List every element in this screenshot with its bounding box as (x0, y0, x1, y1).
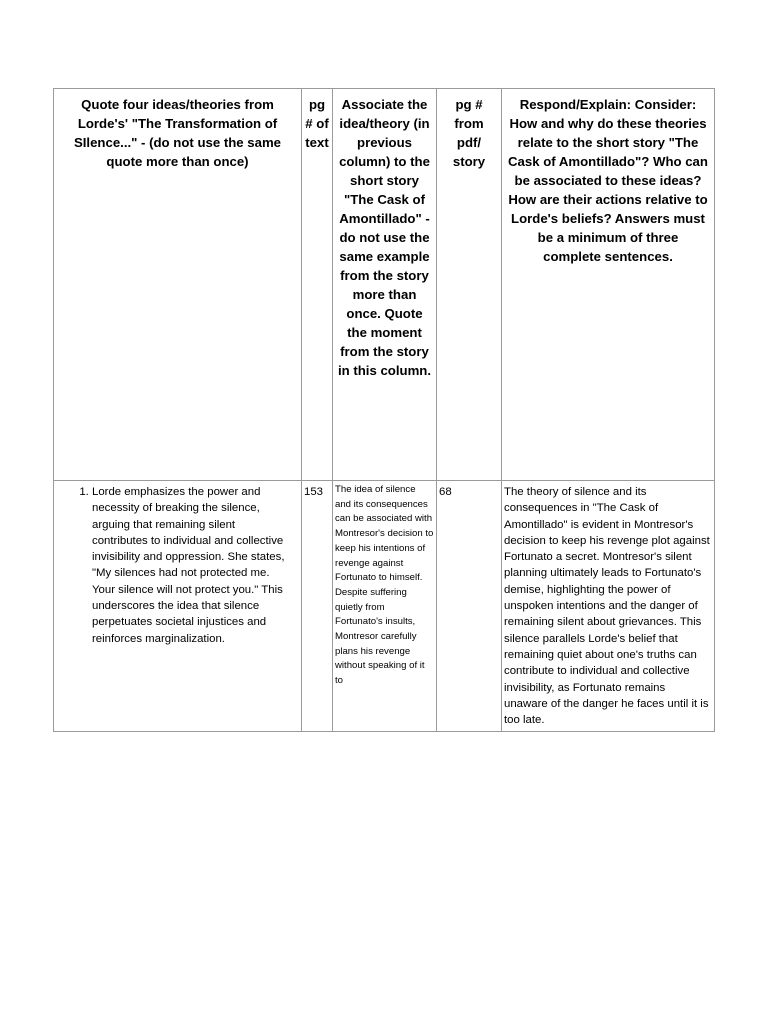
header-association-label: Associate the idea/theory (in previous column) to the short story "The Cask of Amontillado" - do not use the same example from the story more than once. Quote the moment from the story in this column. (337, 97, 432, 378)
header-story-page (437, 89, 502, 481)
response-cell (502, 481, 715, 732)
quote-cell (54, 481, 302, 732)
header-story-page-label: pg # from pdf/ story (452, 97, 486, 169)
association-text: The idea of silence and its consequences can be associated with Montresor's decision to keep his intentions of revenge against Fortunato to himself. Despite suffering quietly from Fortunato's insults, Montresor carefully plans his revenge without speaking of it to (335, 484, 434, 687)
story-page-cell (437, 481, 502, 732)
header-text-page-label: pg # of text (305, 97, 329, 150)
header-response-label: Respond/Explain: Consider: How and why do these theories relate to the short story "The Cask of Amontillado"? Who can be associated to these ideas? How are their actions relative to Lorde's beliefs? Answers must be a minimum of three complete sentences. (508, 97, 708, 264)
header-association (333, 89, 437, 481)
header-response (502, 89, 715, 481)
header-quote (54, 89, 302, 481)
assignment-table (53, 88, 715, 732)
header-row (54, 89, 715, 481)
association-cell (333, 481, 437, 732)
story-page-value: 68 (439, 486, 452, 498)
response-text: The theory of silence and its consequences in "The Cask of Amontillado" is evident in Montresor's decision to keep his revenge plot against Fortunato a secret. Montresor's silent planning ultimately leads to Fortunato's demise, highlighting the power of unspoken intentions and the danger of remaining silent about grievances. This silence parallels Lorde's belief that remaining quiet about one's truths can contribute to individual and collective invisibility, as Fortunato remains unaware of the danger he faces until it is too late. (504, 486, 710, 727)
text-page-value: 153 (304, 486, 324, 498)
quote-list (54, 484, 299, 647)
header-quote-label: Quote four ideas/theories from Lorde's' "The Transformation of SIlence..." - (do not use the same quote more than once) (73, 97, 282, 169)
quote-text: 1. Lorde emphasizes the power and necessity of breaking the silence, arguing that remaining silent contributes to individual and collective invisibility and oppression. She states, "My silences had not protected me. Your silence will not protect you." This underscores the idea that silence perpetuates societal injustices and reinforces marginalization. (92, 484, 293, 647)
header-text-page (302, 89, 333, 481)
table-row (54, 481, 715, 732)
text-page-cell (302, 481, 333, 732)
